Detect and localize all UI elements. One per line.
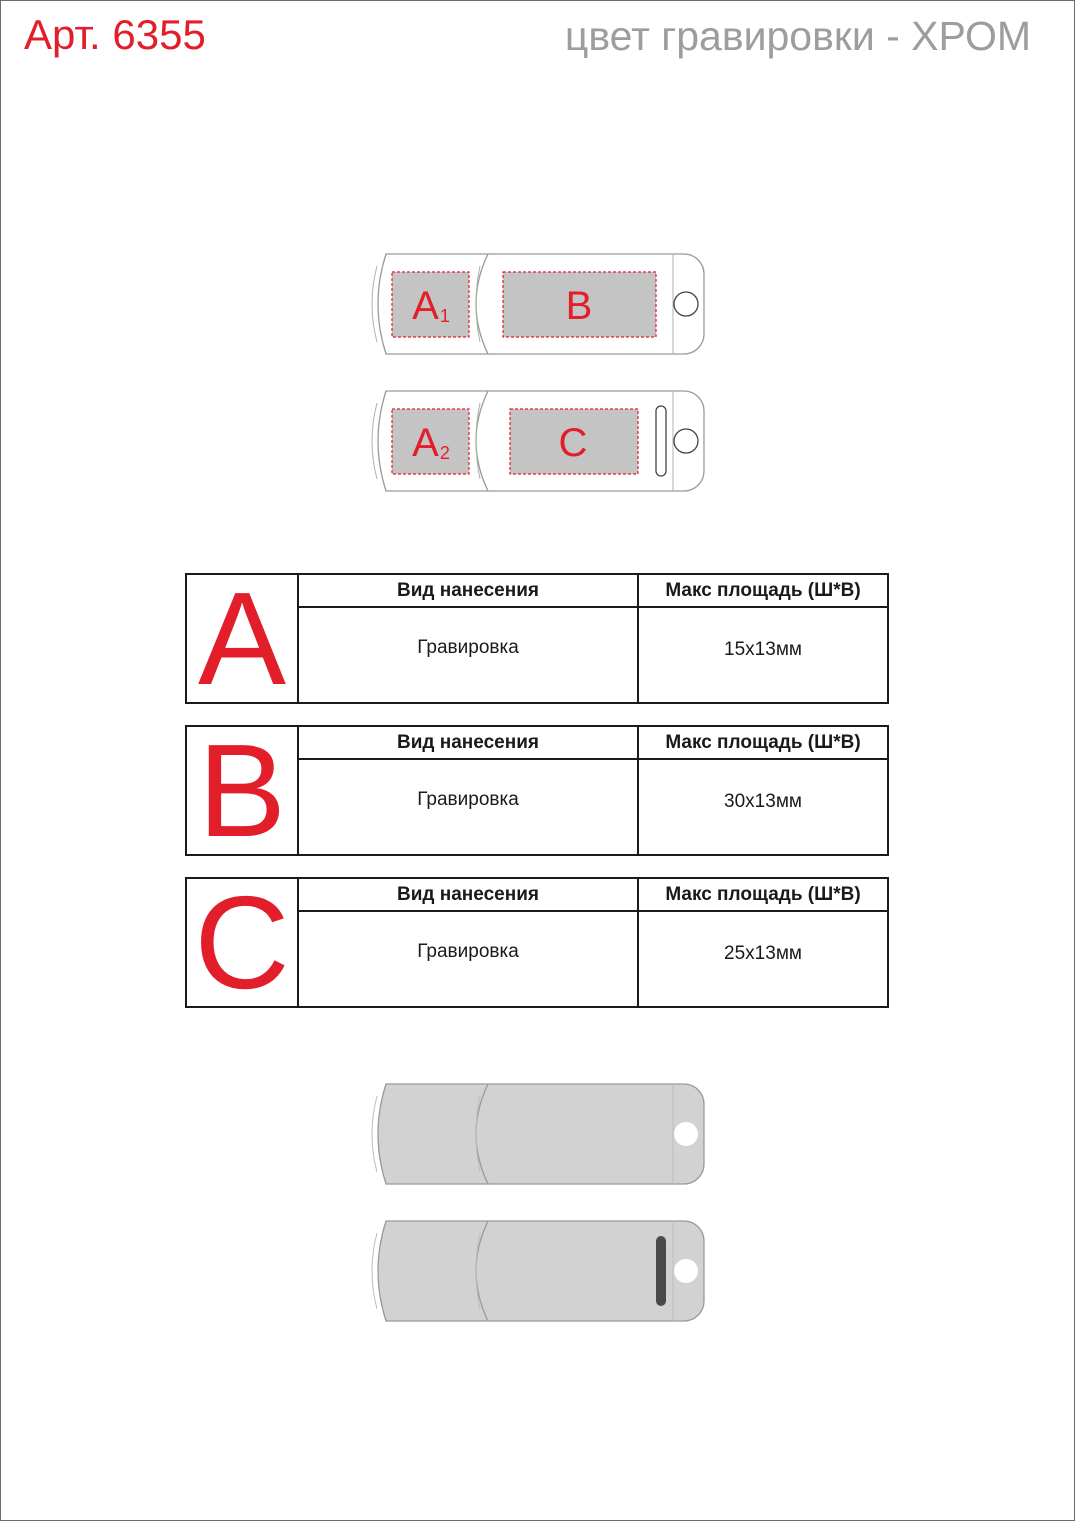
area-value: 15x13мм [724,639,802,660]
column-header-method: Вид нанесения [397,883,539,905]
column-header-area: Макс площадь (Ш*В) [665,731,861,753]
zone-letter-c: C [187,879,299,1006]
usb-product-silver-bottom [368,1219,708,1325]
usb-outline-bottom-side [368,389,708,495]
article-number: Арт. 6355 [24,11,206,58]
column-header-method: Вид нанесения [397,731,539,753]
engraving-color-title: цвет гравировки - ХРОМ [564,13,1031,59]
area-value: 30x13мм [724,791,802,812]
spec-table-c [185,869,889,1016]
zone-a2-label: $A_2$ [412,421,450,465]
zone-c-label: C [558,421,588,465]
spec-table-b [185,717,889,864]
zone-letter-b: B [187,727,299,854]
column-header-area: Макс площадь (Ш*В) [665,579,861,601]
area-value: 25x13мм [724,943,802,964]
column-header-area: Макс площадь (Ш*В) [665,883,861,905]
zone-b-label: B [565,284,593,328]
column-header-method: Вид нанесения [397,579,539,601]
method-value: Гравировка [417,789,519,810]
usb-product-silver-top [368,1082,708,1188]
zone-a1-label: $A_1$ [412,284,450,328]
method-value: Гравировка [417,637,519,658]
method-value: Гравировка [417,941,519,962]
spec-table-a [185,565,889,712]
zone-letter-a: A [187,575,299,702]
usb-outline-top-side [368,252,708,358]
